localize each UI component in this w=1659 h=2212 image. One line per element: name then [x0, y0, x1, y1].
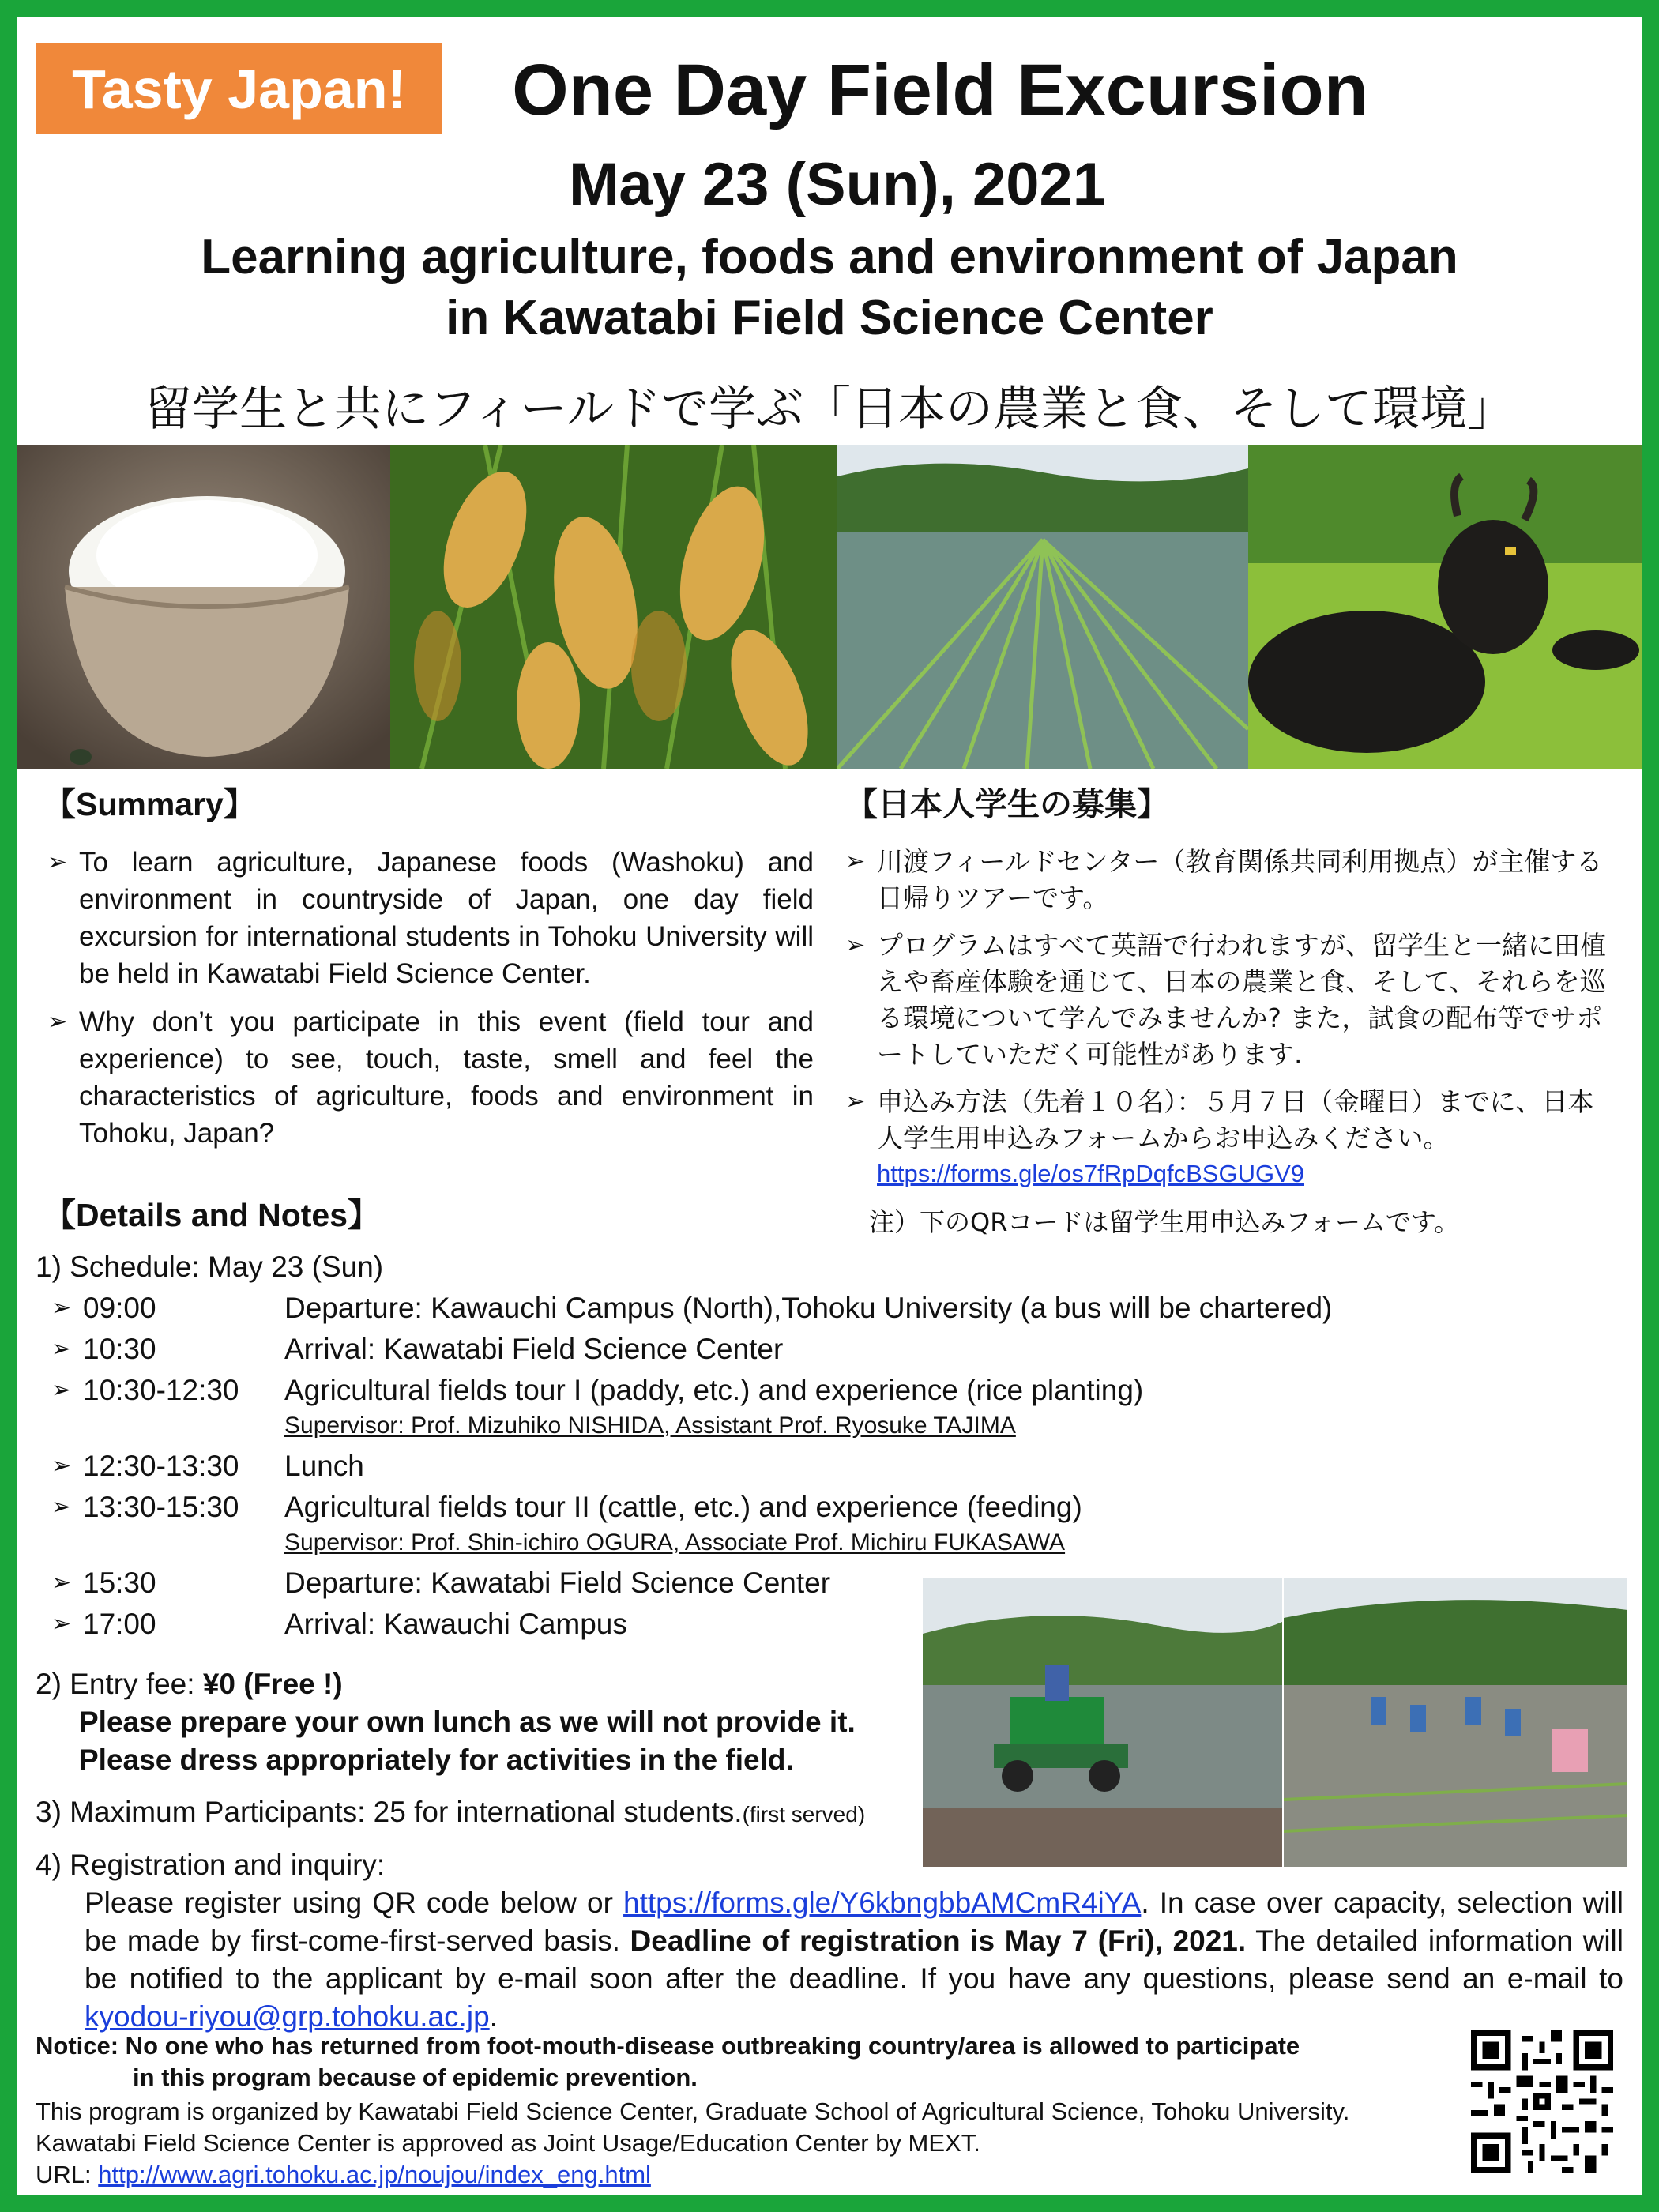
- rice-planting-photo: [1284, 1578, 1627, 1867]
- event-subtitle-line2: in Kawatabi Field Science Center: [446, 291, 1213, 345]
- rice-paddy-photo: [837, 445, 1248, 769]
- supervisor-note: Supervisor: Prof. Shin-ichiro OGURA, Associate Prof. Michiru FUKASAWA: [284, 1529, 1066, 1556]
- jp-recruit-heading: 【日本人学生の募集】: [845, 785, 1169, 823]
- schedule-row: ➢ 12:30-13:30 Lunch: [51, 1450, 364, 1482]
- summary-heading: 【Summary】: [43, 786, 256, 822]
- rice-transplanter-photo: [923, 1578, 1282, 1867]
- jp-recruit-item: ➢ 川渡フィールドセンター（教育関係共同利用拠点）が主催する日帰りツアーです。: [845, 844, 1620, 916]
- entry-fee-value: ¥0 (Free !): [202, 1668, 343, 1700]
- inquiry-email-link[interactable]: kyodou-riyou@grp.tohoku.ac.jp: [85, 2000, 490, 2033]
- rice-bowl-photo: [17, 445, 390, 769]
- schedule-row: ➢ 15:30 Departure: Kawatabi Field Science Center: [51, 1567, 831, 1599]
- jp-registration-link[interactable]: https://forms.gle/os7fRpDqfcBSGUGV9: [877, 1160, 1304, 1187]
- jp-qr-note: 注）下のQRコードは留学生用申込みフォームです。: [869, 1207, 1460, 1237]
- schedule-title: 1) Schedule: May 23 (Sun): [36, 1251, 384, 1283]
- summary-item: ➢ Why don’t you participate in this event (field tour and experience) to see, touch, taste, smell and feel the characteristics of agriculture, foods and environment in Tohoku, Japan?: [47, 1003, 814, 1152]
- tasty-japan-badge: Tasty Japan!: [36, 43, 442, 134]
- entry-fee-label: 2) Entry fee:: [36, 1668, 203, 1700]
- website-link[interactable]: http://www.agri.tohoku.ac.jp/noujou/index_eng.html: [98, 2161, 651, 2188]
- lunch-note: Please prepare your own lunch as we will not provide it.: [79, 1706, 856, 1738]
- jp-recruit-item: ➢ プログラムはすべて英語で行われますが、留学生と一緒に田植えや畜産体験を通じて、日本の農業と食、そして、それらを巡る環境について学んでみませんか? また，試食の配布等でサポートしていただく可能性があります.: [845, 927, 1620, 1073]
- footer: This program is organized by Kawatabi Field Science Center, Graduate School of Agricultural Science, Tohoku University. Kawatabi Field Science Center is approved as Joint Usage/Education Center by MEXT. URL: http://www.agri.tohoku.ac.jp/noujou/index_eng.html: [36, 2096, 1458, 2191]
- rice-ears-photo: [390, 445, 837, 769]
- event-subtitle-line1: Learning agriculture, foods and environment of Japan: [201, 230, 1458, 284]
- registration-section: [36, 1846, 1623, 2036]
- registration-text: Please register using QR code below or https://forms.gle/Y6kbngbbAMCmR4iYA. In case over capacity, selection will be made by first-come-first-served basis. Deadline of registration is May 7 (Fri), 2021. The detailed information will be notified to the applicant by e-mail soon after the deadline. If you have any questions, please send an e-mail to kyodou-riyou@grp.tohoku.ac.jp.: [85, 1887, 1623, 2033]
- approval-line: Kawatabi Field Science Center is approved as Joint Usage/Education Center by MEXT.: [36, 2129, 980, 2157]
- summary-item: ➢ To learn agriculture, Japanese foods (Washoku) and environment in countryside of Japan, one day field excursion for international students in Tohoku University will be held in Kawatabi Field Science Center.: [47, 844, 814, 992]
- entry-fee: [36, 1665, 912, 1779]
- event-title: One Day Field Excursion: [512, 50, 1368, 130]
- dress-note: Please dress appropriately for activities in the field.: [79, 1744, 794, 1776]
- event-date: May 23 (Sun), 2021: [568, 151, 1107, 218]
- registration-title: 4) Registration and inquiry:: [36, 1849, 386, 1881]
- registration-qr-code[interactable]: [1471, 2030, 1613, 2172]
- schedule-row: ➢ 13:30-15:30 Agricultural fields tour II (cattle, etc.) and experience (feeding): [51, 1491, 1082, 1523]
- schedule-row: ➢ 17:00 Arrival: Kawauchi Campus: [51, 1608, 627, 1640]
- schedule-row: ➢ 10:30-12:30 Agricultural fields tour I (paddy, etc.) and experience (rice planting): [51, 1374, 1144, 1406]
- registration-link[interactable]: https://forms.gle/Y6kbngbbAMCmR4iYA: [623, 1887, 1142, 1919]
- japanese-title: 留学生と共にフィールドで学ぶ「日本の農業と食、そして環境」: [145, 382, 1514, 437]
- organizer-line: This program is organized by Kawatabi Field Science Center, Graduate School of Agricultural Science, Tohoku University.: [36, 2097, 1350, 2125]
- supervisor-note: Supervisor: Prof. Mizuhiko NISHIDA, Assistant Prof. Ryosuke TAJIMA: [284, 1413, 1016, 1439]
- jp-recruit-item: ➢ 申込み方法（先着１０名）：５月７日（金曜日）までに、日本人学生用申込みフォームからお申込みください。: [845, 1084, 1620, 1157]
- registration-deadline: Deadline of registration is May 7 (Fri), 2021.: [630, 1924, 1247, 1957]
- notice: Notice: No one who has returned from foot-mouth-disease outbreaking country/area is allowed to participate in this program because of epidemic prevention.: [36, 2032, 1300, 2091]
- cattle-photo: [1248, 445, 1642, 769]
- details-heading: 【Details and Notes】: [43, 1197, 381, 1233]
- max-participants: 3) Maximum Participants: 25 for international students.(first served): [36, 1796, 866, 1828]
- schedule-row: ➢ 10:30 Arrival: Kawatabi Field Science Center: [51, 1333, 784, 1365]
- schedule-row: ➢ 09:00 Departure: Kawauchi Campus (North),Tohoku University (a bus will be chartered): [51, 1292, 1333, 1324]
